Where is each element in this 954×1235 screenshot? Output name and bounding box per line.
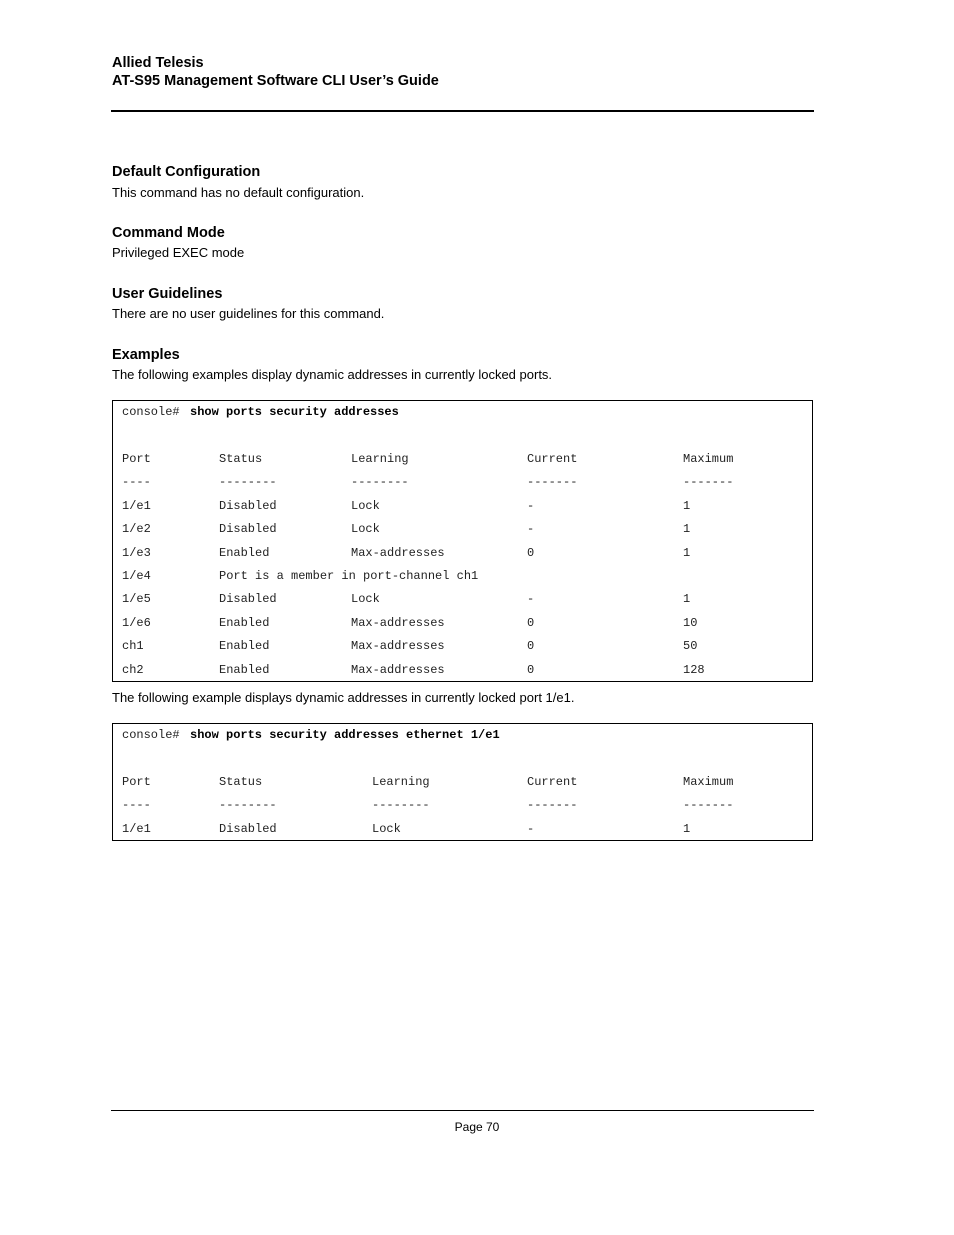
page-number: Page 70: [454, 1120, 500, 1134]
table-cell-maximum: 1: [683, 592, 691, 607]
column-header-maximum: Maximum: [683, 452, 734, 466]
table-cell-maximum: 50: [683, 639, 698, 654]
command-mode-heading: Command Mode: [112, 225, 225, 241]
examples-heading: Examples: [112, 347, 180, 363]
column-header-status: Status: [219, 775, 263, 789]
table-cell-port: 1/e1: [122, 821, 151, 836]
table-cell-current: 0: [527, 545, 535, 560]
column-header-current: Current: [527, 775, 578, 789]
column-divider: -------: [683, 475, 734, 490]
column-header-learning: Learning: [351, 452, 409, 466]
table-cell-current: -: [527, 498, 535, 513]
column-divider: --------: [219, 475, 277, 490]
table-cell-current: -: [527, 522, 535, 537]
table-cell-port: ch2: [122, 662, 144, 677]
table-cell-port: 1/e1: [122, 498, 151, 513]
table-cell-maximum: 1: [683, 545, 691, 560]
table-cell-status: Enabled: [219, 615, 270, 630]
table-cell-current: 0: [527, 615, 535, 630]
table-cell-current: -: [527, 592, 535, 607]
column-header-status: Status: [219, 452, 263, 466]
user-guidelines-heading: User Guidelines: [112, 286, 223, 302]
company-name: Allied Telesis: [112, 55, 204, 71]
table-cell-status: Disabled: [219, 821, 277, 836]
column-divider: ----: [122, 475, 151, 490]
table-cell-current: -: [527, 821, 535, 836]
table-cell-status: Disabled: [219, 498, 277, 513]
column-header-port: Port: [122, 452, 151, 466]
table-cell-maximum: 10: [683, 615, 698, 630]
table-cell-learning: Max-addresses: [351, 545, 445, 560]
table-cell-maximum: 1: [683, 498, 691, 513]
table-cell-learning: Lock: [351, 498, 380, 513]
command-mode-text: Privileged EXEC mode: [112, 245, 245, 260]
user-guidelines-text: There are no user guidelines for this command.: [112, 306, 385, 321]
default-config-heading: Default Configuration: [112, 164, 261, 180]
header-rule: [111, 110, 814, 112]
column-header-current: Current: [527, 452, 578, 466]
table-cell-port: 1/e2: [122, 522, 151, 537]
table-cell-learning: Max-addresses: [351, 639, 445, 654]
table-cell-learning: Lock: [351, 592, 380, 607]
table-cell-maximum: 1: [683, 522, 691, 537]
command-text: show ports security addresses: [190, 405, 399, 419]
column-header-maximum: Maximum: [683, 775, 734, 789]
table-cell-maximum: 128: [683, 662, 705, 677]
default-config-text: This command has no default configuration.: [112, 185, 365, 200]
column-divider: -------: [527, 475, 578, 490]
example2-intro: The following example displays dynamic addresses in currently locked port 1/e1.: [112, 690, 575, 705]
code-example-2: [112, 723, 813, 841]
footer-rule: [111, 1110, 814, 1111]
table-cell-port: 1/e4: [122, 569, 151, 583]
table-cell-port: 1/e3: [122, 545, 151, 560]
column-divider: --------: [219, 798, 277, 813]
table-cell-learning: Max-addresses: [351, 662, 445, 677]
column-divider: ----: [122, 798, 151, 813]
table-cell-status: Enabled: [219, 639, 270, 654]
column-header-learning: Learning: [372, 775, 430, 789]
command-prompt: console#: [122, 405, 180, 419]
column-divider: -------: [683, 798, 734, 813]
examples-intro: The following examples display dynamic addresses in currently locked ports.: [112, 367, 553, 382]
table-cell-learning: Lock: [351, 522, 380, 537]
command-prompt: console#: [122, 728, 180, 742]
code-example-1: [112, 400, 813, 682]
table-cell-status: Enabled: [219, 662, 270, 677]
table-cell-status: Enabled: [219, 545, 270, 560]
table-cell-current: 0: [527, 662, 535, 677]
table-cell-port: 1/e6: [122, 615, 151, 630]
command-text: show ports security addresses ethernet 1/e1: [190, 728, 500, 742]
document-title: AT-S95 Management Software CLI User’s Guide: [112, 73, 439, 89]
column-header-port: Port: [122, 775, 151, 789]
table-cell-learning: Max-addresses: [351, 615, 445, 630]
column-divider: -------: [527, 798, 578, 813]
table-cell-current: 0: [527, 639, 535, 654]
table-cell-status: Port is a member in port-channel ch1: [219, 569, 479, 583]
table-cell-port: 1/e5: [122, 592, 151, 607]
table-cell-status: Disabled: [219, 592, 277, 607]
table-cell-port: ch1: [122, 639, 144, 654]
table-cell-learning: Lock: [372, 821, 401, 836]
column-divider: --------: [372, 798, 430, 813]
table-cell-status: Disabled: [219, 522, 277, 537]
table-cell-maximum: 1: [683, 821, 691, 836]
column-divider: --------: [351, 475, 409, 490]
